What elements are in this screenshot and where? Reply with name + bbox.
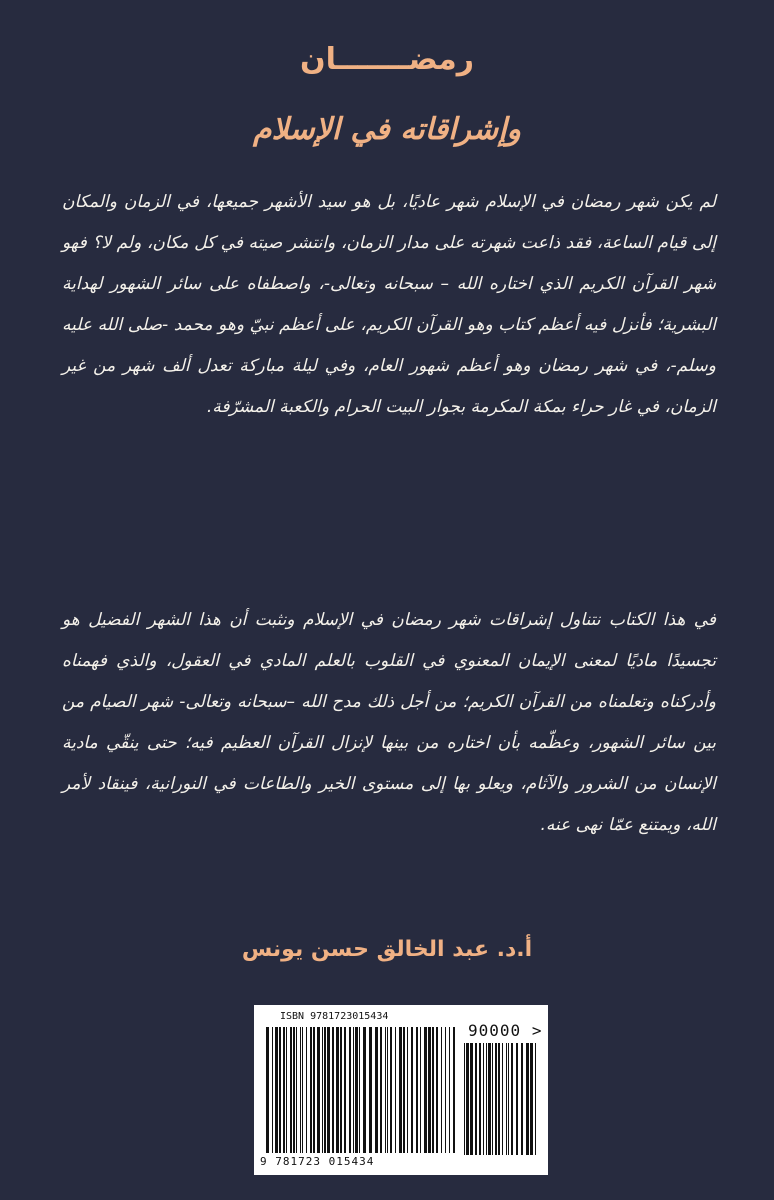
barcode-bar bbox=[385, 1027, 386, 1153]
barcode-bar bbox=[498, 1043, 500, 1155]
barcode-bar bbox=[275, 1027, 278, 1153]
book-subtitle: وإشراقاته في الإسلام bbox=[252, 112, 522, 147]
barcode-bar bbox=[466, 1043, 469, 1155]
barcode-bar bbox=[313, 1027, 315, 1153]
ean-digits: 9 781723 015434 bbox=[260, 1155, 375, 1168]
barcode-bar bbox=[317, 1027, 320, 1153]
barcode-bar bbox=[310, 1027, 312, 1153]
barcode-bar bbox=[359, 1027, 360, 1153]
barcode-bar bbox=[420, 1027, 421, 1153]
barcode-bar bbox=[353, 1027, 354, 1153]
blurb-paragraph-1: لم يكن شهر رمضان في الإسلام شهر عاديًا، بل هو سيد الأشهر جميعها، في الزمان والمكان إلى قيام الساعة، فقد ذاعت شهرته على مدار الزمان، وانتشر صيته في كل مكان، ولم لا؟ فهو شهر القرآن الكريم الذي اختاره الله – سبحانه وتعالى-، واصطفاه على سائر الشهور لهداية البشرية؛ فأنزل فيه أعظم كتاب وهو القرآن الكريم، على أعظم نبيّ وهو محمد -صلى الله عليه وسلم-، في شهر رمضان وهو أعظم شهور العام، وفي ليلة مباركة تعدل ألف شهر من غير الزمان، في غار حراء بمكة المكرمة بجوار البيت الحرام والكعبة المشرّفة. bbox=[62, 192, 716, 417]
barcode-addon-digits: 90000 bbox=[468, 1021, 522, 1040]
barcode-bar bbox=[403, 1027, 405, 1153]
barcode-bar bbox=[470, 1043, 473, 1155]
barcode-bar bbox=[332, 1027, 334, 1153]
author-name: أ.د. عبد الخالق حسن يونس bbox=[241, 937, 533, 962]
barcode-bar bbox=[521, 1043, 523, 1155]
barcode-bar bbox=[369, 1027, 372, 1153]
blurb-paragraph-2: في هذا الكتاب نتناول إشراقات شهر رمضان في الإسلام ونثبت أن هذا الشهر الفضيل هو تجسيدًا ماديًا لمعنى الإيمان المعنوي في القلوب بالعلم المادي في العقول، والذي فهمناه وأدركناه وتعلمناه من القرآن الكريم؛ من أجل ذلك مدح الله –سبحانه وتعالى- شهر الصيام من بين سائر الشهور، وعظّمه بأن اختاره من بينها لإنزال القرآن العظيم فيه؛ حتى ينقّي مادية الإنسان من الشرور والآثام، ويعلو بها إلى مستوى الخير والطاعات في النورانية، فينقاد لأمر الله، ويمتنع عمّا نهى عنه. bbox=[62, 610, 716, 835]
barcode-bar bbox=[344, 1027, 346, 1153]
barcode-bar bbox=[475, 1043, 477, 1155]
barcode-bar bbox=[436, 1027, 438, 1153]
barcode-bar bbox=[453, 1027, 455, 1153]
barcode-bar bbox=[293, 1027, 295, 1153]
barcode-bar bbox=[449, 1027, 450, 1153]
barcode-bar bbox=[375, 1027, 378, 1153]
barcode-bar bbox=[502, 1043, 503, 1155]
barcode-bar bbox=[530, 1043, 533, 1155]
barcode-bar bbox=[340, 1027, 342, 1153]
barcode-bar bbox=[488, 1043, 491, 1155]
barcode-addon-marker: > bbox=[531, 1021, 543, 1040]
barcode-bar bbox=[296, 1027, 297, 1153]
barcode-bar bbox=[390, 1027, 392, 1153]
isbn-label: ISBN 9781723015434 bbox=[280, 1011, 389, 1022]
barcode-bar bbox=[363, 1027, 366, 1153]
barcode-bar bbox=[506, 1043, 507, 1155]
barcode-bar bbox=[479, 1043, 481, 1155]
barcode-bar bbox=[508, 1043, 509, 1155]
barcode-bar bbox=[516, 1043, 518, 1155]
ean-barcode-bars bbox=[266, 1027, 456, 1153]
isbn-barcode bbox=[254, 1005, 548, 1175]
barcode-addon bbox=[468, 1021, 542, 1040]
barcode-bar bbox=[441, 1027, 442, 1153]
barcode-bar bbox=[355, 1027, 358, 1153]
barcode-bar bbox=[302, 1027, 303, 1153]
barcode-bar bbox=[327, 1027, 330, 1153]
barcode-bar bbox=[486, 1043, 487, 1155]
barcode-bar bbox=[322, 1027, 323, 1153]
barcode-bar bbox=[483, 1043, 484, 1155]
addon-barcode-bars bbox=[464, 1043, 536, 1155]
barcode-bar bbox=[511, 1043, 513, 1155]
barcode-bar bbox=[464, 1043, 465, 1155]
barcode-bar bbox=[395, 1027, 396, 1153]
barcode-bar bbox=[324, 1027, 326, 1153]
barcode-bar bbox=[495, 1043, 497, 1155]
barcode-bar bbox=[290, 1027, 292, 1153]
barcode-bar bbox=[399, 1027, 402, 1153]
book-title: رمضـــــــان bbox=[299, 42, 475, 77]
barcode-bar bbox=[272, 1027, 273, 1153]
barcode-bar bbox=[445, 1027, 446, 1153]
barcode-bar bbox=[349, 1027, 351, 1153]
barcode-bar bbox=[407, 1027, 408, 1153]
barcode-bar bbox=[492, 1043, 493, 1155]
barcode-bar bbox=[526, 1043, 529, 1155]
barcode-bar bbox=[306, 1027, 307, 1153]
barcode-bar bbox=[432, 1027, 434, 1153]
barcode-bar bbox=[336, 1027, 339, 1153]
barcode-bar bbox=[424, 1027, 427, 1153]
barcode-bar bbox=[380, 1027, 382, 1153]
barcode-bar bbox=[428, 1027, 431, 1153]
barcode-bar bbox=[286, 1027, 287, 1153]
barcode-bar bbox=[283, 1027, 285, 1153]
barcode-bar bbox=[535, 1043, 536, 1155]
barcode-bar bbox=[266, 1027, 269, 1153]
barcode-bar bbox=[387, 1027, 388, 1153]
barcode-bar bbox=[300, 1027, 301, 1153]
barcode-bar bbox=[416, 1027, 418, 1153]
barcode-bar bbox=[279, 1027, 281, 1153]
barcode-bar bbox=[411, 1027, 413, 1153]
